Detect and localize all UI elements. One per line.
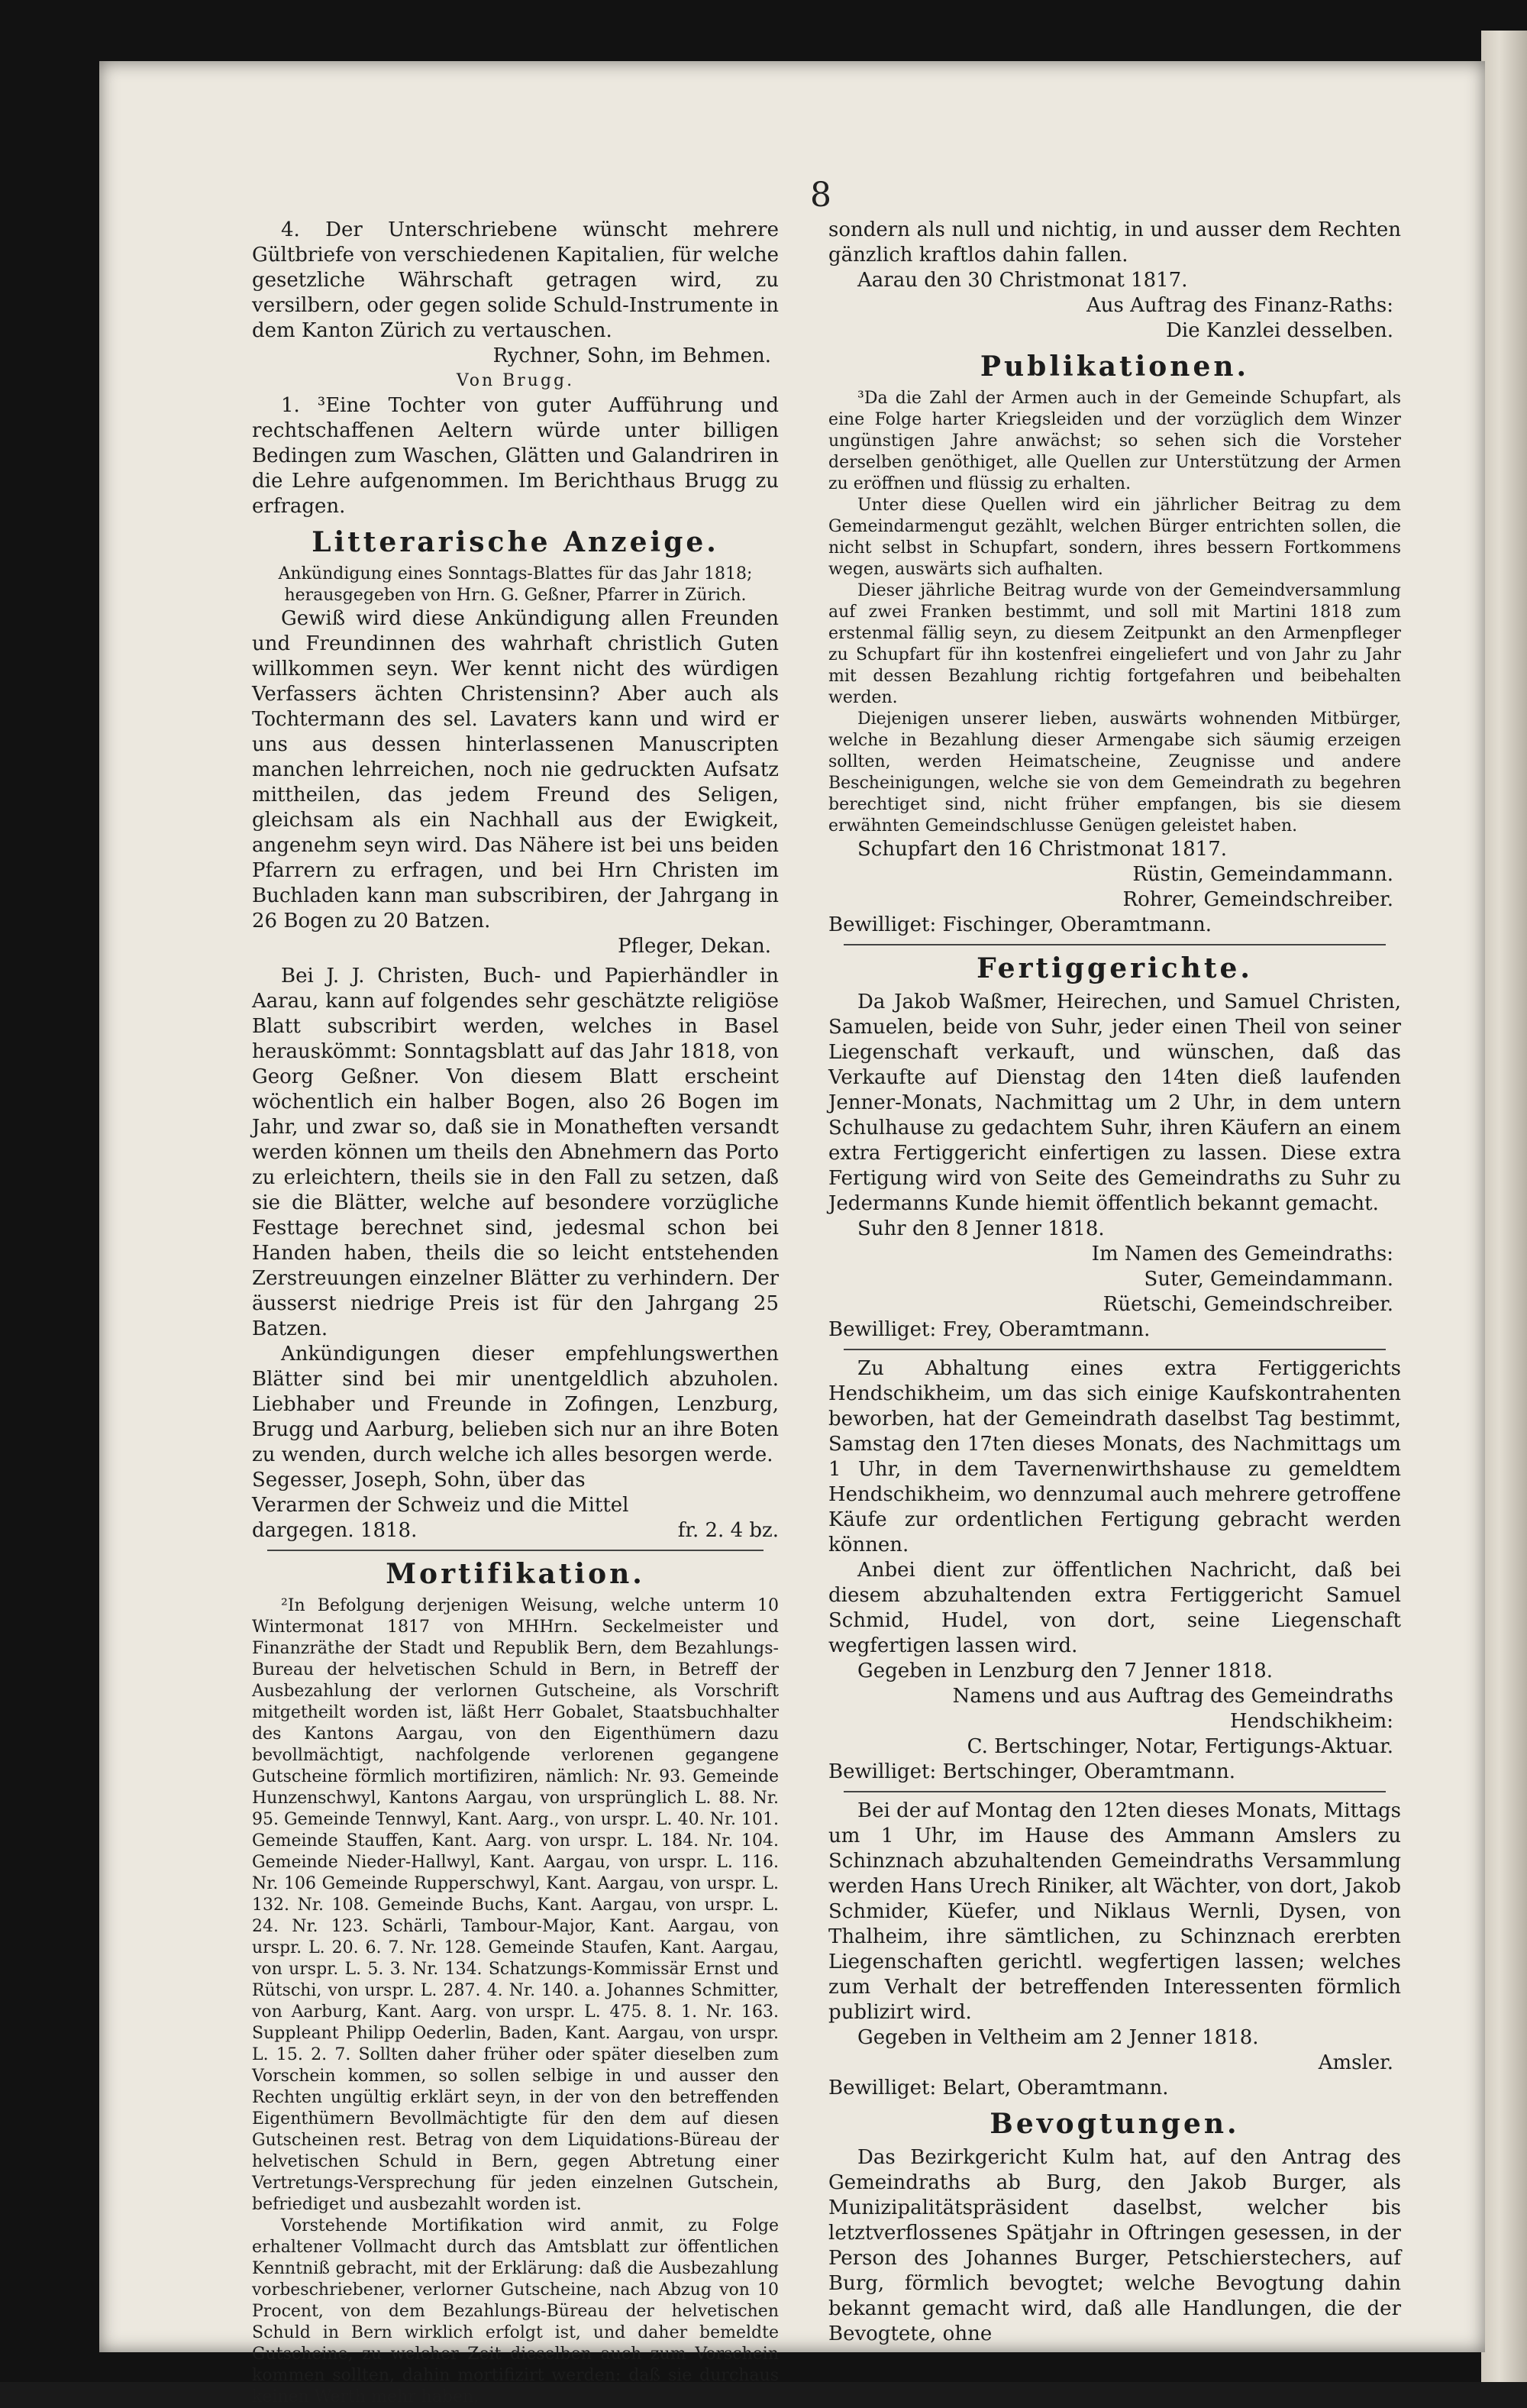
fertiggericht-3-signature-1: Namens und aus Auftrag des Gemeindraths — [952, 1685, 1393, 1708]
publication-signature-2: Rohrer, Gemeindschreiber. — [1122, 888, 1393, 911]
literary-paragraph-2: Bei J. J. Christen, Buch- und Papierhändler in Aarau, kann auf folgendes sehr geschätzte religiöse Blatt subscribirt werden, welches in Basel herauskömmt: Sonntagsblatt auf das Jahr 1818, von Georg Geßner. Von diesem Blatt erscheint wöchentlich ein halber Bogen, also 26 Bogen im Jahr, und zwar so, daß sie in Monatheften versandt werden können um theils den Abnehmern das Porto zu erleichtern, theils sie in den Fall zu setzen, daß sie die Blätter, welche auf besondere vorzügliche Festtage berechnet sind, jedesmal schon bei Handen haben, theils die so leicht entstehenden Zerstreuungen einzelner Blätter zu verhindern. Der äusserst niedrige Preis ist für den Jahrgang 25 Batzen. — [252, 965, 779, 1340]
divider — [844, 1791, 1386, 1792]
book-price: fr. 2. 4 bz. — [677, 1519, 779, 1542]
book-title: Segesser, Joseph, Sohn, über das Verarmen der Schweiz und die Mittel dargegen. 1818. — [252, 1469, 629, 1542]
fertiggericht-4-approval: Bewilliget: Belart, Oberamtmann. — [828, 2077, 1169, 2099]
divider — [844, 944, 1386, 945]
publication-date: Schupfart den 16 Christmonat 1817. — [857, 838, 1228, 861]
brugg-notice: 1. ³Eine Tochter von guter Aufführung und rechtschaffenen Aeltern würde unter billigen Bedingen zum Waschen, Glätten und Galandriren in die Lehre aufgenommen. Im Berichthaus Brugg zu erfragen. — [252, 394, 779, 518]
fertiggericht-paragraph-1: Da Jakob Waßmer, Heirechen, und Samuel Christen, Samuelen, beide von Suhr, jeder einen Theil von seiner Liegenschaft verkauft, und wünschen, daß das Verkaufte auf Dienstag den 14ten dieß laufenden Jenner-Monats, Nachmittag um 2 Uhr, in dem untern Schulhause zu gedachtem Suhr, ihren Käufern an einem extra Fertiggericht einfertigen zu lassen. Diese extra Fertigung wird von Seite des Gemeindraths zu Suhr zu Jedermanns Kunde hiemit öffentlich bekannt gemacht. — [828, 991, 1401, 1215]
fertiggericht-3-signature-3: C. Bertschinger, Notar, Fertigungs-Aktuar. — [967, 1735, 1393, 1758]
mortification-signature-2: Die Kanzlei desselben. — [1166, 319, 1393, 342]
mortification-heading: Mortifikation. — [386, 1558, 645, 1590]
fertiggericht-1-approval: Bewilliget: Frey, Oberamtmann. — [828, 1318, 1151, 1341]
fertiggericht-1-signature-1: Im Namen des Gemeindraths: — [1091, 1243, 1393, 1265]
fertiggericht-4-signature: Amsler. — [1318, 2051, 1393, 2074]
bevogtungen-heading: Bevogtungen. — [989, 2108, 1240, 2140]
mortification-date: Aarau den 30 Christmonat 1817. — [857, 269, 1188, 292]
book-listing — [252, 1468, 779, 1543]
right-column — [828, 218, 1401, 2347]
fertiggericht-paragraph-4: Bei der auf Montag den 12ten dieses Monats, Mittags um 1 Uhr, im Hause des Ammann Amslers zu Schinznach abzuhaltenden Gemeindraths Versammlung werden Hans Urech Riniker, alt Wächter, von dort, Jakob Schmider, Küefer, und Niklaus Wernli, Dysen, von Thalheim, ihre sämtlichen, zu Schinznach ererbten Liegenschaften gerichtl. wegfertigen lassen; welches zum Verhalt der betreffenden Interessenten förmlich publizirt wird. — [828, 1799, 1401, 2024]
brugg-heading: Von Brugg. — [456, 371, 575, 390]
publication-paragraph-4: Diejenigen unserer lieben, auswärts wohnenden Mitbürger, welche in Bezahlung dieser Armengabe sich säumig erzeigen sollten, werden Heimatscheine, Zeugnisse und andere Bescheinigungen, welche sie von dem Gemeindrath zu begehren berechtiget sind, nicht früher empfangen, bis sie diesem erwähnten Gemeindschlusse Genügen geleistet haben. — [828, 709, 1401, 836]
mortification-paragraph-1: ²In Befolgung derjenigen Weisung, welche unterm 10 Wintermonat 1817 von MHHrn. Seckelmeister und Finanzräthe der Stadt und Republik Bern, dem Bezahlungs-Bureau der helvetischen Schuld in Bern, in Betreff der Ausbezahlung der verlornen Gutscheine, als Vorschrift mitgetheilt worden ist, läßt Herr Gobalet, Staatsbuchhalter des Kantons Aargau, von den Eigenthümern dazu bevollmächtigt, nachfolgende verlorenen gegangene Gutscheine förmlich mortifiziren, nämlich: Nr. 93. Gemeinde Hunzenschwyl, Kantons Aargau, von ursprünglich L. 88. Nr. 95. Gemeinde Tennwyl, Kant. Aarg., von urspr. L. 40. Nr. 101. Gemeinde Stauffen, Kant. Aarg. von urspr. L. 184. Nr. 104. Gemeinde Nieder-Hallwyl, Kant. Aargau, von urspr. L. 116. Nr. 106 Gemeinde Rupperschwyl, Kant. Aargau, von urspr. L. 132. Nr. 108. Gemeinde Buchs, Kant. Aargau, von urspr. L. 24. Nr. 123. Schärli, Tambour-Major, Kant. Aargau, von urspr. L. 20. 6. 7. Nr. 128. Gemeinde Staufen, Kant. Aargau, von urspr. L. 5. 3. Nr. 134. Schatzungs-Kommissär Ernst und Rütschi, von urspr. L. 287. 4. Nr. 140. a. Johannes Schmitter, von Aarburg, Kant. Aarg. von urspr. L. 475. 8. 1. Nr. 163. Suppleant Philipp Oederlin, Baden, Kant. Aargau, von urspr. L. 15. 2. 7. Sollten daher früher oder später dieselben zum Vorschein kommen, so sollen selbige in und ausser den Rechten ungültig erklärt seyn, in der von den betreffenden Eigenthümern Bevollmächtigte für den dem auf diesen Gutscheinen rest. Betrag von dem Liquidations-Büreau der helvetischen Schuld in Bern, gegen Abtretung einer Vertretungs-Versprechung für jeden einzelnen Gutschein, befriediget und ausbezahlt worden ist. — [252, 1596, 779, 2214]
literary-heading: Litterarische Anzeige. — [312, 526, 719, 558]
divider — [844, 1349, 1386, 1350]
fertiggerichte-heading: Fertiggerichte. — [977, 952, 1253, 984]
fertiggericht-4-date: Gegeben in Veltheim am 2 Jenner 1818. — [857, 2026, 1259, 2049]
fertiggericht-paragraph-2: Zu Abhaltung eines extra Fertiggerichts Hendschikheim, um das sich einige Kaufskontrahenten beworben, hat der Gemeindrath daselbst Tag bestimmt, Samstag den 17ten dieses Monats, des Nachmittags um 1 Uhr, in dem Tavernenwirthshause zu gemeldtem Hendschikheim, wo dennzumal auch mehrere getroffene Käufe zur ordentlichen Fertigung gebracht werden können. — [828, 1357, 1401, 1556]
publication-paragraph-2: Unter diese Quellen wird ein jährlicher Beitrag zu dem Gemeindarmengut gezählt, welchen Bürger entrichten sollen, die nicht selbst in Schupfart, sondern, ihres bessern Fortkommens wegen, auswärts sich aufhalten. — [828, 496, 1401, 579]
publications-heading: Publikationen. — [980, 351, 1250, 383]
literary-paragraph-1: Gewiß wird diese Ankündigung allen Freunden und Freundinnen des wahrhaft christlich Guten willkommen seyn. Wer kennt nicht des würdigen Verfassers ächten Christensinn? Aber auch als Tochtermann des sel. Lavaters kann und wird er uns aus dessen hinterlassenen Manuscripten manchen lehrreichen, noch nie gedruckten Aufsatz mittheilen, das jedem Freund des Seligen, gleichsam als ein Nachhall aus der Ewigkeit, angenehm seyn wird. Das Nähere ist bei uns beiden Pfarrern zu erfragen, und bei Hrn Christen im Buchladen kann man subscribiren, der Jahrgang in 26 Bogen zu 20 Batzen. — [252, 607, 779, 932]
fertiggericht-3-date: Gegeben in Lenzburg den 7 Jenner 1818. — [857, 1660, 1274, 1682]
literary-signature: Pfleger, Dekan. — [618, 935, 771, 958]
literary-subheading: Ankündigung eines Sonntags-Blattes für das Jahr 1818; herausgegeben von Hrn. G. Geßner, Pfarrer in Zürich. — [278, 564, 753, 605]
notice-4-signature: Rychner, Sohn, im Behmen. — [492, 344, 771, 367]
fertiggericht-3-signature-2: Hendschikheim: — [1229, 1710, 1393, 1733]
mortification-continued: sondern als null und nichtig, in und ausser dem Rechten gänzlich kraftlos dahin fallen. — [828, 218, 1401, 267]
fertiggericht-3-approval: Bewilliget: Bertschinger, Oberamtmann. — [828, 1760, 1236, 1783]
publication-signature-1: Rüstin, Gemeindammann. — [1132, 863, 1393, 886]
mortification-signature-1: Aus Auftrag des Finanz-Raths: — [1086, 294, 1393, 317]
bevogtung-paragraph-1: Das Bezirkgericht Kulm hat, auf den Antrag des Gemeindraths ab Burg, den Jakob Burger, als Munizipalitätspräsident daselbst, welcher bis letztverflossenes Spätjahr in Oftringen gesessen, in der Person des Johannes Burger, Petschierstechers, auf Burg, förmlich bevogtet; welche Bevogtung dahin bekannt gemacht wird, daß alle Handlungen, die der Bevogtete, ohne — [828, 2146, 1401, 2345]
next-page-edge — [1481, 31, 1527, 2382]
publication-paragraph-1: ³Da die Zahl der Armen auch in der Gemeinde Schupfart, als eine Folge harter Kriegsleiden und der vorzüglich dem Winzer ungünstigen Jahre anwächst; so sehen sich die Vorsteher derselben genöthiget, alle Quellen zur Unterstützung der Armen zu eröffnen und flüssig zu erhalten. — [828, 389, 1401, 493]
page-number: 8 — [810, 176, 831, 215]
mortification-paragraph-2: Vorstehende Mortifikation wird anmit, zu Folge erhaltener Vollmacht durch das Amtsblatt zur öffentlichen Kenntniß gebracht, mit der Erklärung: daß die Ausbezahlung vorbeschriebener, verlorner Gutscheine, nach Abzug von 10 Procent, von dem Bezahlungs-Büreau der helvetischen Schuld in Bern wirklich erfolgt ist, und daher bemeldte Gutscheine, zu welcher Zeit dieselben auch zum Vorschein kommen sollten, dahin mortifizirt werden: daß sie durchaus keinen Werth mehr haben, — [252, 2216, 779, 2406]
fertiggericht-paragraph-3: Anbei dient zur öffentlichen Nachricht, daß bei diesem abzuhaltenden extra Fertiggericht Samuel Schmid, Hudel, von dort, seine Liegenschaft wegfertigen lassen wird. — [828, 1559, 1401, 1657]
publication-paragraph-3: Dieser jährliche Beitrag wurde von der Gemeindversammlung auf zwei Franken bestimmt, und soll mit Martini 1818 zum erstenmal fällig seyn, zu diesem Zeitpunkt an den Armenpfleger zu Schupfart für ihn kostenfrei eingeliefert und von Jahr zu Jahr mit dessen Bezahlung richtig fortgefahren und beibehalten werden. — [828, 581, 1401, 707]
fertiggericht-1-signature-3: Rüetschi, Gemeindschreiber. — [1102, 1293, 1393, 1316]
divider — [267, 1550, 764, 1551]
fertiggericht-1-date: Suhr den 8 Jenner 1818. — [857, 1217, 1105, 1240]
publication-approval: Bewilliget: Fischinger, Oberamtmann. — [828, 913, 1212, 936]
literary-paragraph-3: Ankündigungen dieser empfehlungswerthen Blätter sind bei mir unentgeldlich abzuholen. Liebhaber und Freunde in Zofingen, Lenzburg, Brugg und Aarburg, belieben sich nur an ihre Boten zu wenden, durch welche ich alles besorgen werde. — [252, 1343, 779, 1466]
fertiggericht-1-signature-2: Suter, Gemeindammann. — [1144, 1268, 1393, 1291]
notice-4: 4. Der Unterschriebene wünscht mehrere Gültbriefe von verschiedenen Kapitalien, für welche gesetzliche Währschaft getragen wird, zu versilbern, oder gegen solide Schuld-Instrumente in dem Kanton Zürich zu vertauschen. — [252, 218, 779, 342]
left-column — [252, 218, 779, 2408]
